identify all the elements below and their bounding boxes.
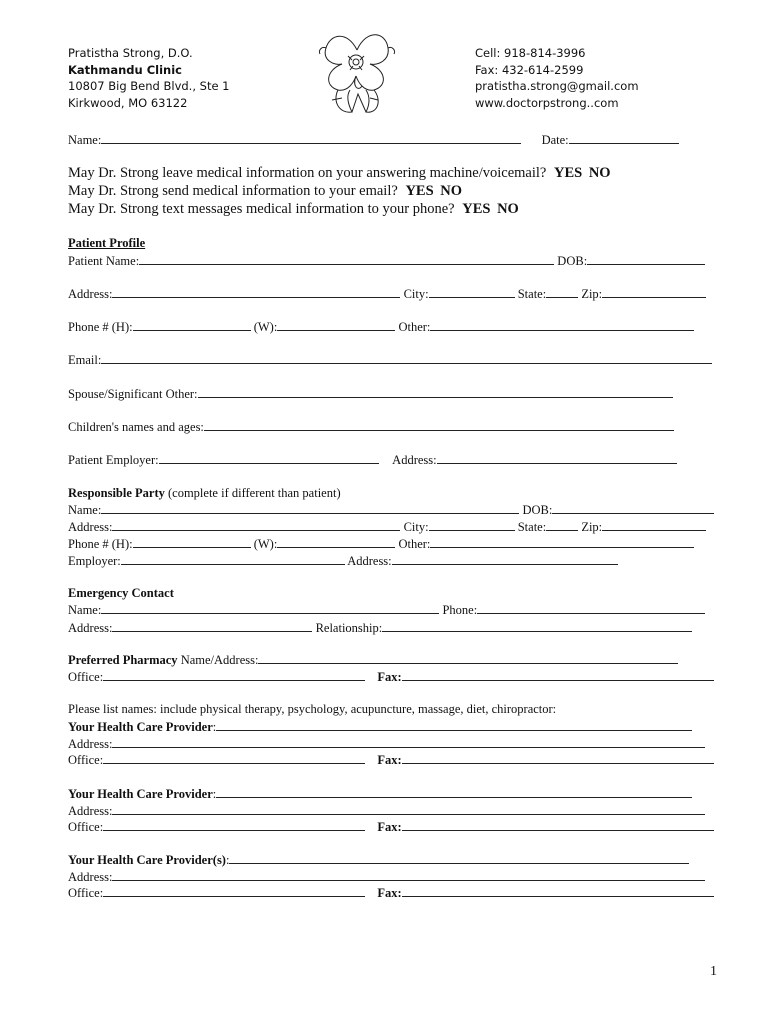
patient-address-field[interactable] [112, 286, 400, 298]
fax-number: Fax: 432-614-2599 [475, 62, 584, 77]
date-field[interactable] [569, 132, 679, 144]
provider-3-address-row [68, 869, 705, 885]
pharmacy-office-row [68, 669, 714, 685]
provider-2-address-field[interactable] [112, 803, 705, 815]
rp-address-field[interactable] [112, 519, 400, 531]
patient-dob-field[interactable] [587, 253, 705, 265]
provider-3-office-field[interactable] [103, 885, 365, 897]
rp-phone-work-label: (W): [253, 537, 278, 551]
rp-phone-other-label: Other: [398, 537, 431, 551]
name-label: Name: [68, 133, 102, 147]
provider-1-address-label: Address: [68, 737, 113, 751]
patient-state-label: State: [517, 287, 547, 301]
rp-dob-field[interactable] [552, 502, 714, 514]
provider-3-address-label: Address: [68, 870, 113, 884]
rp-phone-work-field[interactable] [277, 536, 395, 548]
name-field[interactable] [101, 132, 521, 144]
provider-3-label: Your Health Care Provider(s) [68, 853, 226, 867]
provider-1-field[interactable] [216, 719, 692, 731]
responsible-party-note: (complete if different than patient) [168, 486, 341, 500]
children-row [68, 419, 674, 435]
provider-2-label: Your Health Care Provider [68, 787, 213, 801]
provider-1-office-field[interactable] [103, 752, 365, 764]
flower-logo-icon [312, 20, 402, 118]
rp-state-field[interactable] [546, 519, 578, 531]
patient-address-label: Address: [68, 287, 113, 301]
rp-zip-label: Zip: [581, 520, 603, 534]
consent-voicemail-question: May Dr. Strong leave medical information on your answering machine/voicemail? [68, 165, 547, 181]
yes-option[interactable]: YES [462, 201, 491, 217]
consent-block [68, 164, 611, 218]
rp-address-label: Address: [68, 520, 113, 534]
rp-employer-row [68, 553, 618, 569]
provider-2-fax-field[interactable] [402, 819, 714, 831]
provider-3-fax-label: Fax: [377, 886, 402, 900]
provider-3-office-label: Office: [68, 886, 104, 900]
consent-text-question: May Dr. Strong text messages medical information to your phone? [68, 201, 455, 217]
patient-employer-address-label: Address: [392, 453, 437, 467]
patient-email-field[interactable] [101, 352, 712, 364]
provider-2-address-row [68, 803, 705, 819]
rp-state-label: State: [517, 520, 547, 534]
pharmacy-office-label: Office: [68, 670, 104, 684]
header-left [68, 45, 230, 111]
provider-1-fax-field[interactable] [402, 752, 714, 764]
provider-2-field[interactable] [216, 786, 692, 798]
patient-city-field[interactable] [429, 286, 515, 298]
consent-voicemail [68, 164, 611, 182]
patient-phone-work-field[interactable] [277, 319, 395, 331]
patient-dob-label: DOB: [557, 254, 588, 268]
provider-1-label: Your Health Care Provider [68, 720, 213, 734]
date-label: Date: [541, 133, 569, 147]
patient-employer-field[interactable] [159, 452, 379, 464]
no-option[interactable]: NO [440, 183, 463, 199]
provider-1-row [68, 719, 692, 735]
rp-employer-label: Employer: [68, 554, 121, 568]
pharmacy-fax-field[interactable] [402, 669, 714, 681]
provider-3-fax-field[interactable] [402, 885, 714, 897]
rp-employer-address-field[interactable] [392, 553, 618, 565]
responsible-party-heading-row [68, 486, 341, 501]
yes-option[interactable]: YES [553, 165, 583, 181]
provider-1-fax-label: Fax: [377, 753, 402, 767]
responsible-party-heading: Responsible Party [68, 486, 165, 500]
rp-city-label: City: [403, 520, 429, 534]
patient-email-label: Email: [68, 353, 102, 367]
provider-2-office-label: Office: [68, 820, 104, 834]
header-right [475, 45, 639, 111]
provider-1-office-row [68, 752, 714, 768]
ec-relationship-field[interactable] [382, 620, 692, 632]
ec-relationship-label: Relationship: [315, 621, 383, 635]
provider-3-office-row [68, 885, 714, 901]
patient-phone-work-label: (W): [253, 320, 278, 334]
clinic-address-line2: Kirkwood, MO 63122 [68, 95, 188, 110]
provider-3-field[interactable] [229, 852, 689, 864]
ec-name-label: Name: [68, 603, 102, 617]
patient-phone-other-field[interactable] [430, 319, 694, 331]
patient-phone-row [68, 319, 694, 335]
ec-phone-field[interactable] [477, 602, 705, 614]
patient-phone-home-field[interactable] [133, 319, 251, 331]
spouse-label: Spouse/Significant Other: [68, 387, 198, 401]
children-field[interactable] [204, 419, 674, 431]
rp-employer-field[interactable] [121, 553, 345, 565]
patient-phone-home-label: Phone # (H): [68, 320, 133, 334]
provider-2-fax-label: Fax: [377, 820, 402, 834]
rp-phone-row [68, 536, 694, 552]
provider-1-office-label: Office: [68, 753, 104, 767]
clinic-name: Kathmandu Clinic [68, 62, 182, 77]
rp-name-label: Name: [68, 503, 102, 517]
rp-zip-field[interactable] [602, 519, 706, 531]
pharmacy-row [68, 652, 678, 668]
patient-employer-address-field[interactable] [437, 452, 677, 464]
patient-zip-field[interactable] [602, 286, 706, 298]
yes-option[interactable]: YES [405, 183, 434, 199]
no-option[interactable]: NO [588, 165, 611, 181]
pharmacy-name-address-label: Name/Address: [180, 653, 259, 667]
rp-phone-home-label: Phone # (H): [68, 537, 133, 551]
children-label: Children's names and ages: [68, 420, 204, 434]
ec-address-row [68, 620, 692, 636]
email-address: pratistha.strong@gmail.com [475, 79, 639, 93]
ec-address-label: Address: [68, 621, 113, 635]
ec-name-row [68, 602, 705, 618]
pharmacy-heading: Preferred Pharmacy [68, 653, 178, 667]
patient-email-row [68, 352, 712, 368]
pharmacy-name-address-field[interactable] [258, 652, 678, 664]
rp-name-field[interactable] [101, 502, 519, 514]
rp-employer-address-label: Address: [347, 554, 392, 568]
patient-phone-other-label: Other: [398, 320, 431, 334]
patient-zip-label: Zip: [581, 287, 603, 301]
provider-1-address-row [68, 736, 705, 752]
provider-3-address-field[interactable] [112, 869, 705, 881]
spouse-row [68, 386, 673, 402]
patient-employer-row [68, 452, 677, 468]
patient-address-row [68, 286, 706, 302]
spouse-field[interactable] [198, 386, 673, 398]
provider-3-row [68, 852, 689, 868]
provider-2-row [68, 786, 692, 802]
no-option[interactable]: NO [497, 201, 519, 217]
name-date-row [68, 132, 679, 148]
pharmacy-office-field[interactable] [103, 669, 365, 681]
provider-3-colon: : [225, 853, 230, 867]
clinic-address-line1: 10807 Big Bend Blvd., Ste 1 [68, 79, 230, 93]
consent-text [68, 200, 611, 218]
rp-phone-other-field[interactable] [430, 536, 694, 548]
patient-name-row [68, 253, 705, 269]
rp-name-row [68, 502, 714, 518]
ec-phone-label: Phone: [442, 603, 478, 617]
provider-2-office-field[interactable] [103, 819, 365, 831]
provider-1-address-field[interactable] [112, 736, 705, 748]
provider-2-office-row [68, 819, 714, 835]
ec-address-field[interactable] [112, 620, 312, 632]
consent-email [68, 182, 611, 200]
providers-instructions: Please list names: include physical therapy, psychology, acupuncture, massage, diet, chiropractor: [68, 702, 557, 716]
provider-2-address-label: Address: [68, 804, 113, 818]
rp-address-row [68, 519, 706, 535]
emergency-contact-heading: Emergency Contact [68, 586, 174, 600]
patient-employer-label: Patient Employer: [68, 453, 159, 467]
patient-name-field[interactable] [139, 253, 554, 265]
doctor-name: Pratistha Strong, D.O. [68, 46, 193, 60]
rp-city-field[interactable] [429, 519, 515, 531]
cell-phone: Cell: 918-814-3996 [475, 46, 586, 60]
rp-dob-label: DOB: [522, 503, 553, 517]
patient-city-label: City: [403, 287, 429, 301]
provider-1-colon: : [212, 720, 217, 734]
pharmacy-fax-label: Fax: [377, 670, 402, 684]
ec-name-field[interactable] [101, 602, 439, 614]
provider-2-colon: : [212, 787, 217, 801]
page-number: 1 [710, 964, 717, 979]
patient-name-label: Patient Name: [68, 254, 140, 268]
rp-phone-home-field[interactable] [133, 536, 251, 548]
patient-profile-heading: Patient Profile [68, 236, 146, 250]
website: www.doctorpstrong..com [475, 95, 619, 110]
consent-email-question: May Dr. Strong send medical information to your email? [68, 183, 398, 199]
patient-state-field[interactable] [546, 286, 578, 298]
